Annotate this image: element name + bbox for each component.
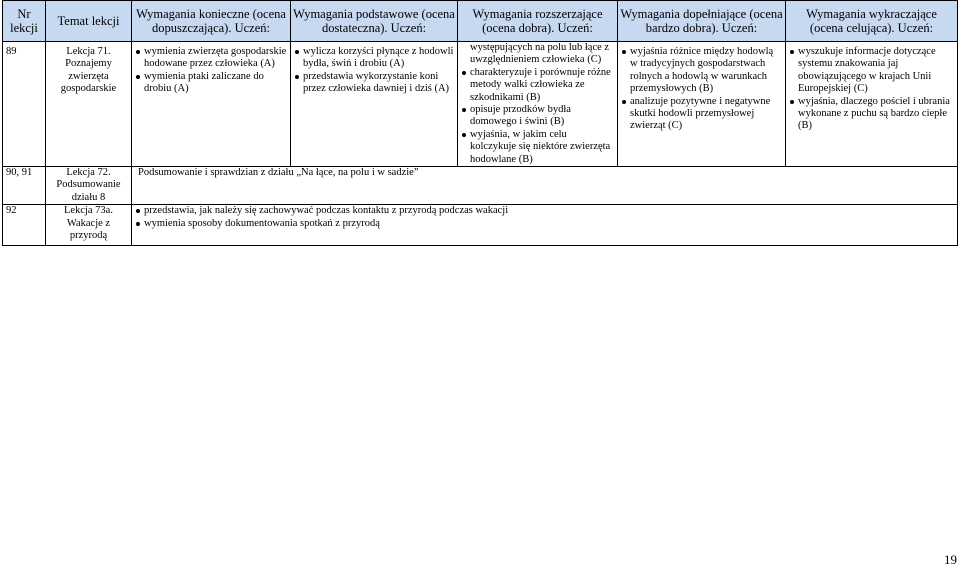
lesson-topic: Lekcja 73a. Wakacje z przyrodą (46, 205, 132, 246)
lesson-number: 92 (3, 205, 46, 246)
cell-wykraczajace (786, 42, 958, 167)
bullet-icon (622, 50, 626, 54)
header-rozszerzajace: Wymagania rozszerzające (ocena dobra). Uczeń: (458, 1, 618, 42)
bullet-icon (790, 100, 794, 104)
list-item: występujących na polu lub łące z uwzględnieniem człowieka (C) (470, 42, 610, 66)
table-row (3, 167, 958, 205)
cell-rozszerzajace (458, 42, 618, 167)
curriculum-table (2, 0, 958, 246)
bullet-icon (462, 71, 466, 75)
list-item: opisuje przodków bydła domowego i świni (B) (461, 104, 614, 129)
bullet-icon (790, 50, 794, 54)
bullet-icon (295, 50, 299, 54)
lesson-topic: Lekcja 71. Poznajemy zwierzęta gospodarskie (46, 42, 132, 167)
list-item: przedstawia wykorzystanie koni przez człowieka dawniej i dziś (A) (294, 71, 454, 96)
summary-cell: Podsumowanie i sprawdzian z działu „Na łące, na polu i w sadzie” (132, 167, 958, 205)
list-item: wyjaśnia, dlaczego pościel i ubrania wykonane z puchu są bardzo ciepłe (B) (789, 96, 954, 133)
cell-konieczne (132, 42, 291, 167)
list-item: analizuje pozytywne i negatywne skutki hodowli przemysłowej zwierząt (C) (621, 96, 782, 133)
lesson-topic: Lekcja 72. Podsumowanie działu 8 (46, 167, 132, 205)
bullet-icon (622, 100, 626, 104)
bullet-icon (136, 209, 140, 213)
table-row (3, 205, 958, 246)
bullet-icon (295, 75, 299, 79)
header-konieczne: Wymagania konieczne (ocena dopuszczająca). Uczeń: (132, 1, 291, 42)
page-number: 19 (944, 552, 957, 567)
list-item: wylicza korzyści płynące z hodowli bydła, świń i drobiu (A) (294, 46, 454, 71)
cell-podstawowe (291, 42, 458, 167)
bullet-icon (136, 50, 140, 54)
bullet-icon (462, 133, 466, 137)
bullet-icon (136, 222, 140, 226)
table-row (3, 42, 958, 167)
header-row (3, 1, 958, 42)
list-item: wyjaśnia różnice między hodowlą w tradycyjnych gospodarstwach rolnych a hodowlą w warunkach przemysłowych (B) (621, 46, 782, 96)
bullet-icon (462, 108, 466, 112)
header-dopelniajace: Wymagania dopełniające (ocena bardzo dobra). Uczeń: (618, 1, 786, 42)
lesson-number: 90, 91 (3, 167, 46, 205)
list-item: przedstawia, jak należy się zachowywać podczas kontaktu z przyrodą podczas wakacji (135, 205, 954, 217)
list-item: wyjaśnia, w jakim celu kolczykuje się niektóre zwierzęta hodowlane (B) (461, 129, 614, 166)
lesson-number: 89 (3, 42, 46, 167)
header-temat: Temat lekcji (46, 1, 132, 42)
list-item: wymienia sposoby dokumentowania spotkań z przyrodą (135, 218, 954, 230)
list-item: wymienia zwierzęta gospodarskie hodowane przez człowieka (A) (135, 46, 287, 71)
header-nr: Nr lekcji (3, 1, 46, 42)
list-item: wymienia ptaki zaliczane do drobiu (A) (135, 71, 287, 96)
bullet-icon (136, 75, 140, 79)
list-item: wyszukuje informacje dotyczące systemu znakowania jaj obowiązującego w krajach Unii Europejskiej (C) (789, 46, 954, 96)
list-item: charakteryzuje i porównuje różne metody walki człowieka ze szkodnikami (B) (461, 67, 614, 104)
header-podstawowe: Wymagania podstawowe (ocena dostateczna). Uczeń: (291, 1, 458, 42)
header-wykraczajace: Wymagania wykraczające (ocena celująca). Uczeń: (786, 1, 958, 42)
cell-dopelniajace (618, 42, 786, 167)
vacation-cell (132, 205, 958, 246)
